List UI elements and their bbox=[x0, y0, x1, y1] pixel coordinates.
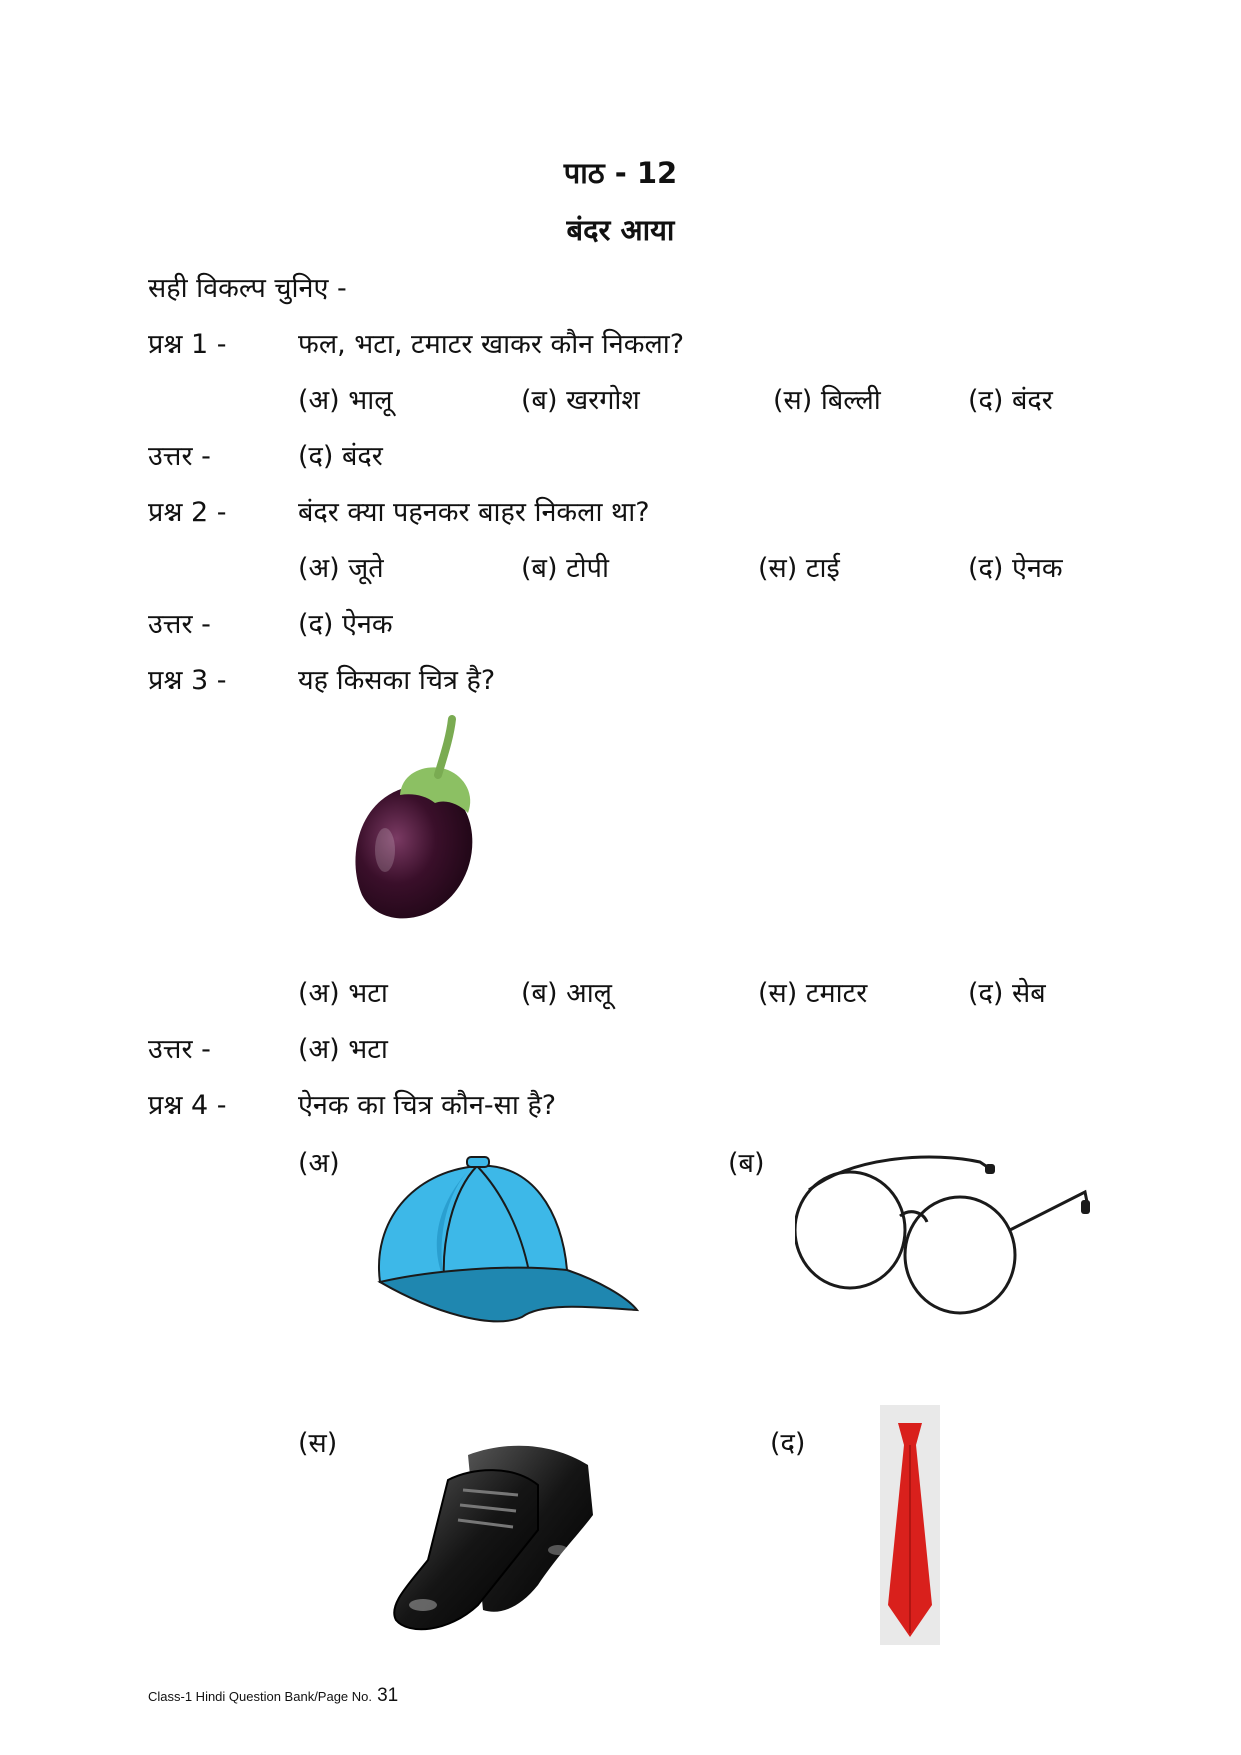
q1-option-d: (द) बंदर bbox=[968, 385, 1053, 416]
q1-option-c: (स) बिल्ली bbox=[773, 385, 881, 416]
footer bbox=[148, 1685, 398, 1707]
q3-option-a: (अ) भटा bbox=[298, 978, 388, 1009]
answer-1-label: उत्तर - bbox=[148, 441, 211, 472]
q4-option-c: (स) bbox=[298, 1428, 338, 1459]
shoes-image bbox=[388, 1435, 598, 1635]
glasses-image bbox=[795, 1150, 1100, 1315]
q3-option-c: (स) टमाटर bbox=[758, 978, 868, 1009]
q2-option-b: (ब) टोपी bbox=[521, 553, 609, 584]
footer-text: Class-1 Hindi Question Bank/Page No. bbox=[148, 1689, 373, 1704]
page-number: 31 bbox=[377, 1685, 399, 1706]
brinjal-image bbox=[340, 715, 500, 925]
lesson-title: बंदर आया bbox=[566, 213, 675, 247]
q2-option-c: (स) टाई bbox=[758, 553, 840, 584]
cap-image bbox=[372, 1152, 642, 1332]
q3-option-d: (द) सेब bbox=[968, 978, 1046, 1009]
instruction: सही विकल्प चुनिए - bbox=[148, 273, 347, 304]
q2-option-d: (द) ऐनक bbox=[968, 553, 1063, 584]
question-4-text: ऐनक का चित्र कौन-सा है? bbox=[298, 1090, 557, 1121]
answer-2: (द) ऐनक bbox=[298, 609, 393, 640]
question-4-label: प्रश्न 4 - bbox=[148, 1090, 227, 1121]
answer-3-label: उत्तर - bbox=[148, 1034, 211, 1065]
answer-3: (अ) भटा bbox=[298, 1034, 388, 1065]
q4-option-d: (द) bbox=[770, 1428, 806, 1459]
q2-option-a: (अ) जूते bbox=[298, 553, 384, 584]
q3-option-b: (ब) आलू bbox=[521, 978, 612, 1009]
question-1-text: फल, भटा, टमाटर खाकर कौन निकला? bbox=[298, 329, 685, 360]
question-3-label: प्रश्न 3 - bbox=[148, 665, 227, 696]
answer-1: (द) बंदर bbox=[298, 441, 383, 472]
question-3-text: यह किसका चित्र है? bbox=[298, 665, 496, 696]
lesson-number: पाठ - 12 bbox=[563, 156, 678, 190]
question-1-label: प्रश्न 1 - bbox=[148, 329, 227, 360]
q1-option-a: (अ) भालू bbox=[298, 385, 393, 416]
q4-option-a: (अ) bbox=[298, 1148, 340, 1179]
answer-2-label: उत्तर - bbox=[148, 609, 211, 640]
question-2-label: प्रश्न 2 - bbox=[148, 497, 227, 528]
question-2-text: बंदर क्या पहनकर बाहर निकला था? bbox=[298, 497, 650, 528]
q1-option-b: (ब) खरगोश bbox=[521, 385, 640, 416]
q4-option-b: (ब) bbox=[728, 1148, 765, 1179]
tie-image bbox=[880, 1405, 940, 1645]
